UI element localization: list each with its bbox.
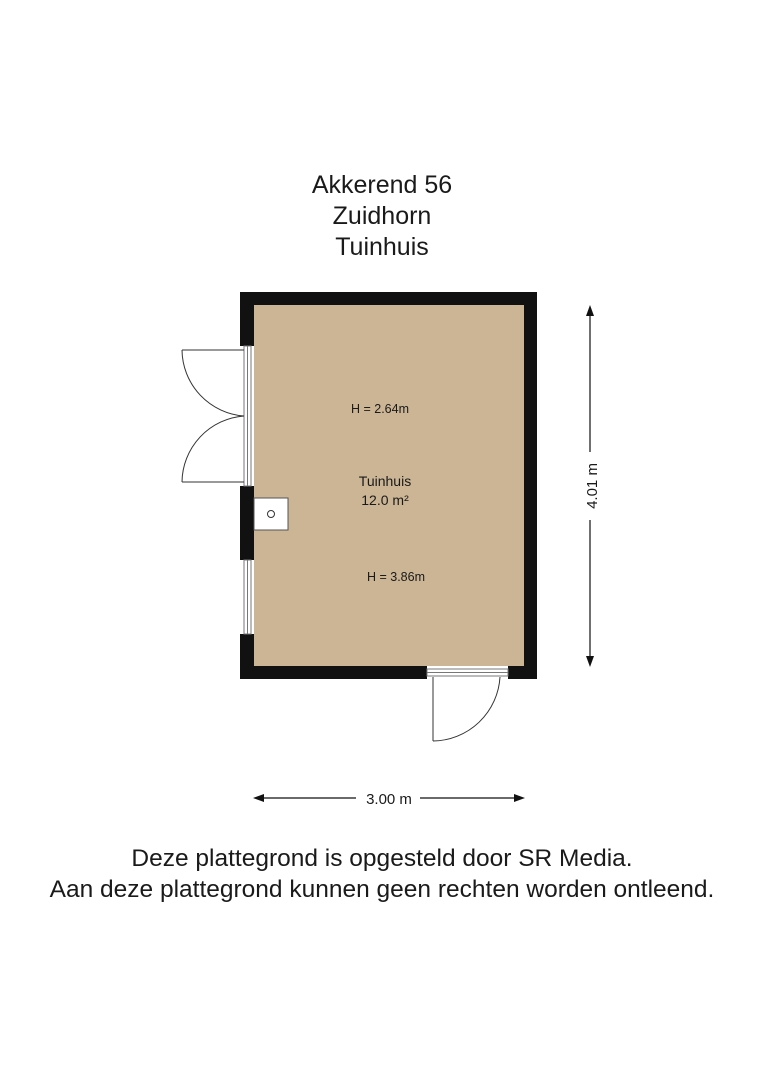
building-title: Tuinhuis [335, 233, 429, 261]
room-area-label: 12.0 m² [361, 492, 409, 508]
height-label-top: H = 2.64m [350, 402, 410, 416]
wall-left-top [240, 292, 254, 346]
wall-left-middle [240, 486, 254, 560]
depth-dimension-label: 4.01 m [584, 463, 601, 509]
disclaimer-line-2: Aan deze plattegrond kunnen geen rechten worden ontleend. [49, 876, 715, 903]
wall-bottom-right [508, 666, 537, 679]
bottom-door-frame [427, 669, 508, 676]
wall-left-bottom [240, 634, 254, 679]
bottom-door-swing [433, 677, 500, 741]
wall-top [240, 292, 537, 305]
sink-fixture [254, 498, 288, 530]
double-door-swing [182, 350, 244, 482]
disclaimer-line-1: Deze plattegrond is opgesteld door SR Media. [131, 845, 633, 872]
disclaimer [0, 843, 764, 905]
city-title: Zuidhorn [332, 202, 432, 230]
wall-bottom-left [240, 666, 427, 679]
left-window-frame [244, 560, 251, 634]
width-dimension-label: 3.00 m [366, 791, 412, 808]
left-door-frame [244, 346, 251, 486]
address-title: Akkerend 56 [311, 171, 453, 199]
wall-right [524, 292, 537, 679]
room-name-label: Tuinhuis [358, 473, 412, 489]
height-label-bottom: H = 3.86m [366, 570, 426, 584]
